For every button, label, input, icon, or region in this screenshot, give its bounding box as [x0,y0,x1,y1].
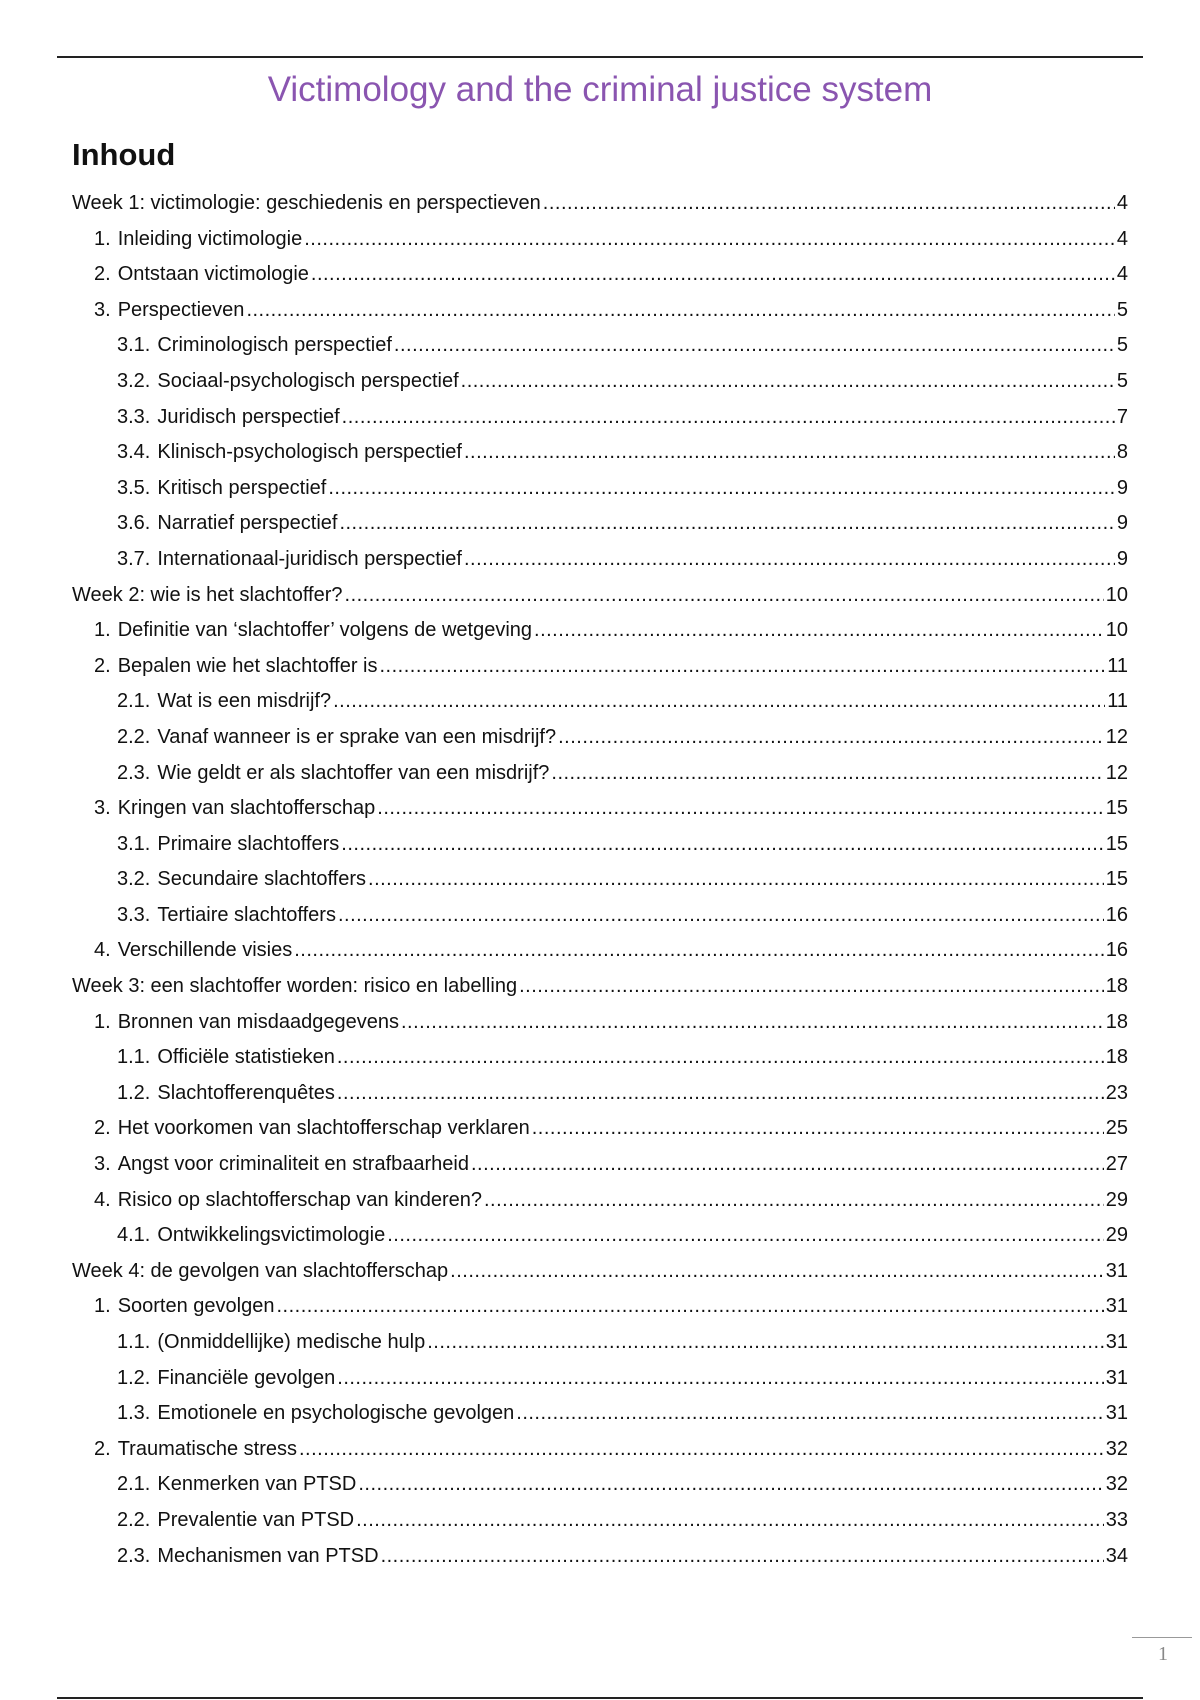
toc-entry-page: 8 [1116,441,1128,464]
footer-rule [57,1697,1143,1699]
toc-dot-leader [342,400,1115,436]
toc-entry-title: Slachtofferenquêtes [157,1081,335,1104]
toc-entry-page: 32 [1105,1437,1128,1460]
toc-entry-number: 4. [94,1188,111,1211]
toc-dot-leader [401,1005,1104,1041]
toc-entry-page: 31 [1105,1259,1128,1282]
toc-dot-leader [337,1361,1103,1397]
toc-entry-number: 3.7. [117,547,151,570]
toc-entry[interactable] [72,506,1128,542]
toc-entry-number: 3.2. [117,369,151,392]
toc-entry-page: 7 [1116,405,1128,428]
toc-entry-page: 12 [1105,725,1128,748]
toc-dot-leader [276,1289,1103,1325]
toc-entry-number: 3. [94,797,111,820]
toc-entry-page: 29 [1105,1188,1128,1211]
toc-entry-page: 31 [1105,1295,1128,1318]
toc-entry-title: Officiële statistieken [157,1046,335,1069]
toc-entry-page: 10 [1105,619,1128,642]
toc-dot-leader [558,720,1104,756]
toc-dot-leader [333,684,1105,720]
footer-divider [1132,1637,1192,1638]
toc-entry-title: Perspectieven [117,298,245,321]
toc-dot-leader [551,756,1103,792]
toc-entry-title: Risico op slachtofferschap van kinderen? [117,1188,482,1211]
toc-entry-page: 16 [1105,939,1128,962]
toc-dot-leader [471,1147,1104,1183]
toc-entry-page: 5 [1116,369,1128,392]
toc-entry-title: (Onmiddellijke) medische hulp [157,1331,426,1353]
toc-dot-leader [338,898,1104,934]
toc-entry-title: Juridisch perspectief [157,405,340,428]
toc-entry-page: 5 [1116,298,1128,321]
toc-entry-number: 4.1. [117,1224,151,1247]
toc-entry-page: 15 [1105,868,1128,891]
toc-entry[interactable] [72,257,1128,293]
toc-dot-leader [516,1396,1103,1432]
page-number: 1 [1158,1643,1168,1665]
toc-entry-title: Verschillende visies [117,939,293,962]
toc-entry-number: 2.2. [117,725,151,748]
toc-entry[interactable] [72,293,1128,329]
toc-entry-title: Week 1: victimologie: geschiedenis en perspectieven [72,192,541,214]
toc-dot-leader [377,791,1103,827]
toc-entry-page: 5 [1116,334,1128,357]
toc-dot-leader [328,471,1115,507]
table-of-contents [72,186,1128,1574]
toc-entry-number: 3. [94,1153,111,1176]
toc-entry[interactable] [72,1503,1128,1539]
toc-entry-title: Kritisch perspectief [157,476,327,499]
toc-entry-number: 2.3. [117,1544,151,1567]
toc-entry[interactable] [72,1432,1128,1468]
toc-entry-title: Financiële gevolgen [157,1366,336,1389]
toc-entry-number: 2. [94,654,111,677]
toc-entry-page: 15 [1105,797,1128,820]
toc-entry[interactable] [72,720,1128,756]
toc-entry-title: Internationaal-juridisch perspectief [157,547,462,570]
toc-dot-leader [461,364,1115,400]
toc-dot-leader [341,827,1103,863]
toc-entry[interactable] [72,1467,1128,1503]
toc-entry-title: Inleiding victimologie [117,227,303,250]
toc-entry-title: Primaire slachtoffers [157,832,340,855]
toc-entry-number: 1.3. [117,1402,151,1425]
toc-entry[interactable] [72,827,1128,863]
header-rule [57,56,1143,58]
toc-dot-leader [246,293,1114,329]
toc-entry[interactable] [72,756,1128,792]
toc-entry-page: 27 [1105,1153,1128,1176]
toc-entry[interactable] [72,1111,1128,1147]
toc-entry-title: Bronnen van misdaadgegevens [117,1010,399,1033]
toc-entry-page: 23 [1105,1081,1128,1104]
toc-entry-page: 9 [1116,512,1128,535]
toc-entry[interactable] [72,328,1128,364]
toc-entry-title: Week 4: de gevolgen van slachtofferschap [72,1259,449,1282]
toc-entry-page: 4 [1116,192,1128,214]
toc-entry-number: 3. [94,298,111,321]
toc-entry[interactable] [72,1539,1128,1575]
toc-entry[interactable] [72,400,1128,436]
toc-entry[interactable] [72,1147,1128,1183]
toc-dot-leader [394,328,1115,364]
toc-entry[interactable] [72,222,1128,258]
toc-entry[interactable] [72,1005,1128,1041]
toc-dot-leader [532,1111,1104,1147]
toc-entry[interactable] [72,1396,1128,1432]
toc-entry[interactable] [72,1076,1128,1112]
toc-dot-leader [337,1040,1104,1076]
toc-entry[interactable] [72,1218,1128,1254]
toc-entry-page: 31 [1105,1331,1128,1353]
toc-entry-number: 2.2. [117,1508,151,1531]
toc-entry-page: 18 [1105,975,1128,998]
toc-entry[interactable] [72,542,1128,578]
toc-entry-title: Bepalen wie het slachtoffer is [117,654,378,677]
toc-entry-title: Kringen van slachtofferschap [117,797,376,820]
toc-entry-number: 2. [94,1117,111,1140]
toc-entry-page: 9 [1116,547,1128,570]
toc-entry-page: 4 [1116,263,1128,286]
toc-dot-leader [304,222,1115,258]
toc-entry-page: 18 [1105,1010,1128,1033]
toc-entry[interactable] [72,186,1128,222]
toc-entry-page: 10 [1105,583,1128,606]
toc-dot-leader [339,506,1114,542]
toc-dot-leader [358,1467,1103,1503]
toc-dot-leader [464,542,1115,578]
toc-entry-number: 3.6. [117,512,151,535]
toc-entry-title: Week 3: een slachtoffer worden: risico en labelling [72,975,518,998]
toc-dot-leader [311,257,1115,293]
toc-dot-leader [381,1539,1104,1575]
toc-dot-leader [519,969,1104,1005]
toc-entry-page: 9 [1116,476,1128,499]
toc-entry-number: 1.1. [117,1331,151,1353]
toc-entry-number: 1.1. [117,1046,151,1069]
toc-dot-leader [356,1503,1104,1539]
toc-entry-number: 4. [94,939,111,962]
toc-dot-leader [427,1325,1104,1361]
toc-entry-number: 3.3. [117,405,151,428]
toc-entry-title: Emotionele en psychologische gevolgen [157,1402,515,1425]
toc-entry-title: Het voorkomen van slachtofferschap verklaren [117,1117,530,1140]
toc-entry-page: 11 [1107,654,1128,677]
toc-entry-title: Mechanismen van PTSD [157,1544,379,1567]
toc-entry-title: Definitie van ‘slachtoffer’ volgens de wetgeving [117,619,533,642]
toc-entry-page: 12 [1105,761,1128,784]
toc-entry[interactable] [72,1325,1128,1361]
toc-entry[interactable] [72,1361,1128,1397]
toc-entry-title: Klinisch-psychologisch perspectief [157,441,462,464]
toc-entry-number: 1. [94,1010,111,1033]
toc-entry-page: 33 [1105,1508,1128,1531]
toc-entry[interactable] [72,969,1128,1005]
toc-entry[interactable] [72,1254,1128,1290]
toc-dot-leader [450,1254,1104,1290]
toc-entry-number: 3.4. [117,441,151,464]
toc-entry-number: 2.1. [117,1473,151,1496]
toc-entry-page: 25 [1105,1117,1128,1140]
toc-entry-page: 15 [1105,832,1128,855]
toc-entry-title: Secundaire slachtoffers [157,868,367,891]
toc-entry[interactable] [72,862,1128,898]
toc-entry-number: 1. [94,227,111,250]
toc-entry[interactable] [72,364,1128,400]
toc-entry-page: 31 [1105,1402,1128,1425]
toc-dot-leader [299,1432,1104,1468]
toc-entry[interactable] [72,1289,1128,1325]
toc-entry-number: 1.2. [117,1081,151,1104]
toc-entry-number: 2.3. [117,761,151,784]
toc-dot-leader [337,1076,1104,1112]
toc-entry-page: 31 [1105,1366,1128,1389]
toc-entry-title: Kenmerken van PTSD [157,1473,357,1496]
toc-dot-leader [534,613,1104,649]
toc-entry[interactable] [72,684,1128,720]
toc-entry-title: Ontwikkelingsvictimologie [157,1224,386,1247]
toc-entry-number: 3.2. [117,868,151,891]
toc-dot-leader [379,649,1105,685]
toc-entry[interactable] [72,613,1128,649]
document-title: Victimology and the criminal justice system [267,70,933,109]
toc-entry-number: 2. [94,1437,111,1460]
toc-dot-leader [543,186,1115,222]
toc-entry-title: Week 2: wie is het slachtoffer? [72,583,343,606]
toc-entry-number: 2.1. [117,690,151,713]
toc-entry-page: 18 [1105,1046,1128,1069]
toc-dot-leader [368,862,1104,898]
toc-dot-leader [294,933,1104,969]
toc-entry-title: Angst voor criminaliteit en strafbaarheid [117,1153,469,1176]
toc-dot-leader [484,1183,1104,1219]
toc-entry-title: Soorten gevolgen [117,1295,275,1318]
toc-entry-number: 1. [94,1295,111,1318]
toc-entry-page: 29 [1105,1224,1128,1247]
toc-entry-page: 32 [1105,1473,1128,1496]
toc-entry[interactable] [72,471,1128,507]
toc-dot-leader [387,1218,1104,1254]
toc-entry-title: Ontstaan victimologie [117,263,309,286]
toc-entry-number: 3.5. [117,476,151,499]
toc-entry[interactable] [72,435,1128,471]
toc-entry-number: 3.1. [117,832,151,855]
toc-heading: Inhoud [72,137,176,172]
toc-entry[interactable] [72,1040,1128,1076]
toc-entry-title: Vanaf wanneer is er sprake van een misdrijf? [157,725,557,748]
toc-entry-page: 4 [1116,227,1128,250]
toc-entry-title: Criminologisch perspectief [157,334,392,357]
toc-dot-leader [345,578,1104,614]
toc-entry-number: 3.3. [117,903,151,926]
toc-entry-page: 11 [1107,690,1128,713]
toc-entry[interactable] [72,933,1128,969]
toc-entry-number: 1. [94,619,111,642]
toc-entry-page: 16 [1105,903,1128,926]
toc-entry-number: 2. [94,263,111,286]
toc-entry-title: Narratief perspectief [157,512,338,535]
toc-entry[interactable] [72,1183,1128,1219]
toc-entry-title: Prevalentie van PTSD [157,1508,355,1531]
toc-entry-page: 34 [1105,1544,1128,1567]
toc-entry[interactable] [72,898,1128,934]
toc-entry[interactable] [72,578,1128,614]
toc-dot-leader [464,435,1115,471]
toc-entry[interactable] [72,791,1128,827]
toc-entry-title: Wat is een misdrijf? [157,690,332,713]
toc-entry-title: Traumatische stress [117,1437,297,1460]
toc-entry-number: 1.2. [117,1366,151,1389]
toc-entry-title: Wie geldt er als slachtoffer van een misdrijf? [157,761,550,784]
toc-entry-number: 3.1. [117,334,151,357]
toc-entry[interactable] [72,649,1128,685]
toc-entry-title: Sociaal-psychologisch perspectief [157,369,459,392]
toc-entry-title: Tertiaire slachtoffers [157,903,336,926]
